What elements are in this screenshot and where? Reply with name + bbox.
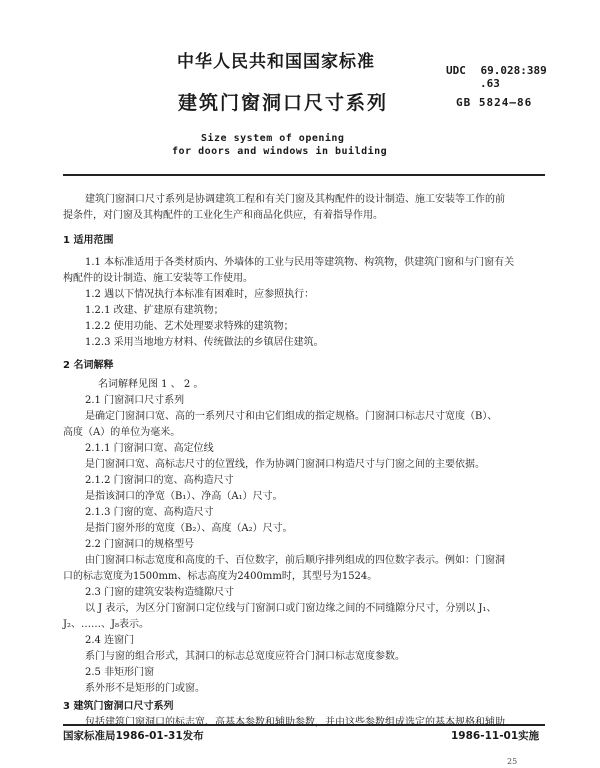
clause-1-1: 1.1 本标准适用于各类材质内、外墙体的工业与民用等建筑物、构筑物，供建筑门窗和与门窗有关 bbox=[85, 257, 515, 268]
clause-2-1-text: 是确定门窗洞口宽、高的一系列尺寸和由它们组成的指定规格。门窗洞口标志尺寸宽度（B）、 bbox=[85, 411, 498, 422]
english-title-line2: for doors and windows in building bbox=[172, 146, 388, 157]
clause-2-1: 2.1 门窗洞口尺寸系列 bbox=[85, 395, 185, 406]
section-2-intro: 名词解释见图 1 、 2 。 bbox=[98, 379, 204, 390]
udc-code-continuation: .63 bbox=[480, 77, 500, 90]
clause-1-2-3: 1.2.3 采用当地地方材料、传统做法的乡镇居住建筑。 bbox=[85, 337, 324, 348]
page-number: 25 bbox=[507, 757, 518, 766]
clause-2-5: 2.5 非矩形门窗 bbox=[85, 667, 155, 678]
clause-1-2: 1.2 遇以下情况执行本标准有困难时，应参照执行： bbox=[85, 289, 315, 300]
effective-date: 1986-11-01实施 bbox=[451, 730, 540, 742]
issue-date: 国家标准局1986-01-31发布 bbox=[63, 730, 204, 742]
intro-line-1: 建筑门窗洞口尺寸系列是协调建筑工程和有关门窗及其构配件的设计制造、施工安装等工作的前 bbox=[85, 194, 505, 205]
clause-2-4-text: 系门与窗的组合形式，其洞口的标志总宽度应符合门洞口标志宽度参数。 bbox=[85, 651, 405, 662]
clause-2-2-text-continued: 口的标志宽度为1500mm、标志高度为2400mm时，其型号为1524。 bbox=[63, 571, 378, 582]
udc-line bbox=[446, 64, 547, 77]
document-title: 建筑门窗洞口尺寸系列 bbox=[178, 92, 389, 114]
clause-1-2-1: 1.2.1 改建、扩建原有建筑物； bbox=[85, 305, 224, 316]
udc-label: UDC bbox=[446, 64, 466, 77]
clause-2-1-3: 2.1.3 门窗的宽、高构造尺寸 bbox=[85, 507, 214, 518]
clause-2-3-text: 以 J 表示，为区分门窗洞口定位线与门窗洞口或门窗边缘之间的不同缝隙分尺寸，分别以 J₁、 bbox=[85, 603, 497, 614]
clause-2-1-1-text: 是门窗洞口宽、高标志尺寸的位置线，作为协调门窗洞口构造尺寸与门窗之间的主要依据。 bbox=[85, 459, 485, 470]
clause-1-1-continued: 构配件的设计制造、施工安装等工作使用。 bbox=[63, 273, 253, 284]
clause-2-4: 2.4 连窗门 bbox=[85, 635, 135, 646]
clause-2-1-2: 2.1.2 门窗洞口的宽、高构造尺寸 bbox=[85, 475, 234, 486]
clause-1-2-2: 1.2.2 使用功能、艺术处理要求特殊的建筑物； bbox=[85, 321, 294, 332]
clause-2-2: 2.2 门窗洞口的规格型号 bbox=[85, 539, 195, 550]
standard-name: 中华人民共和国国家标准 bbox=[177, 52, 375, 72]
section-1-heading: 1 适用范围 bbox=[63, 235, 114, 246]
top-divider bbox=[63, 174, 545, 176]
clause-2-1-2-text: 是指该洞口的净宽（B₁）、净高（A₁）尺寸。 bbox=[85, 491, 283, 502]
clause-2-3: 2.3 门窗的建筑安装构造缝隙尺寸 bbox=[85, 587, 235, 598]
clause-2-2-text: 由门窗洞口标志宽度和高度的千、百位数字，前后顺序排列组成的四位数字表示。例如：门窗洞 bbox=[85, 555, 505, 566]
english-title-line1: Size system of opening bbox=[201, 133, 345, 144]
clause-2-1-3-text: 是指门窗外形的宽度（B₂）、高度（A₂）尺寸。 bbox=[85, 523, 293, 534]
gb-code: GB 5824—86 bbox=[456, 96, 533, 109]
clause-2-1-1: 2.1.1 门窗洞口宽、高定位线 bbox=[85, 443, 214, 454]
clause-2-1-text-continued: 高度（A）的单位为毫米。 bbox=[63, 427, 181, 438]
section-3-text: 包括建筑门窗洞口的标志宽、高基本参数和辅助参数，并由这些参数组成选定的基本规格和辅助 bbox=[85, 717, 505, 728]
clause-2-5-text: 系外形不是矩形的门或窗。 bbox=[85, 683, 205, 694]
section-2-heading: 2 名词解释 bbox=[63, 360, 114, 371]
bottom-divider bbox=[63, 724, 545, 726]
clause-2-3-text-continued: J₂、……、J₈表示。 bbox=[63, 619, 150, 630]
intro-line-2: 提条件，对门窗及其构配件的工业化生产和商品化供应，有着指导作用。 bbox=[63, 210, 383, 221]
udc-code: 69.028:389 bbox=[480, 64, 547, 77]
section-3-heading: 3 建筑门窗洞口尺寸系列 bbox=[63, 701, 174, 712]
